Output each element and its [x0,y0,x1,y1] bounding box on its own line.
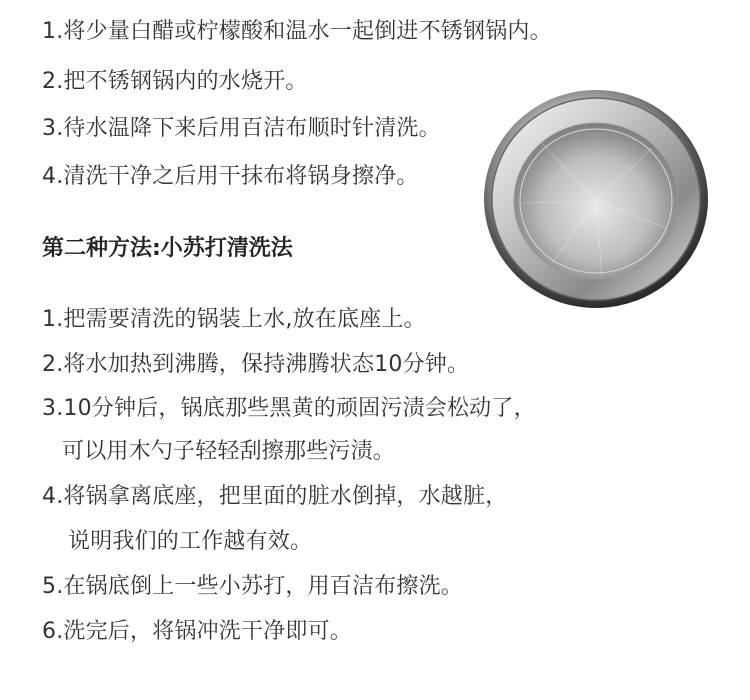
method1-step-1: 1.将少量白醋或柠檬酸和温水一起倒进不锈钢锅内。 [42,19,552,44]
method2-step-3: 3.10分钟后，锅底那些黑黄的顽固污渍会松动了， [42,396,536,421]
method2-step-6: 6.洗完后，将锅冲洗干净即可。 [42,619,352,644]
method1-step-2: 2.把不锈钢锅内的水烧开。 [42,69,308,94]
method1-step-3: 3.待水温降下来后用百洁布顺时针清洗。 [42,116,441,141]
method2-step-2: 2.将水加热到沸腾，保持沸腾状态10分钟。 [42,352,470,377]
method2-step-5: 5.在锅底倒上一些小苏打，用百洁布擦洗。 [42,574,463,599]
method1-step-4: 4.清洗干净之后用干抹布将锅身擦净。 [42,164,419,189]
method2-step-3-cont: 可以用木勺子轻轻刮擦那些污渍。 [62,439,396,464]
method2-step-4-cont: 说明我们的工作越有效。 [68,529,313,554]
method2-step-4: 4.将锅拿离底座，把里面的脏水倒掉，水越脏， [42,484,508,509]
stainless-pot-image [482,88,710,310]
method2-step-1: 1.把需要清洗的锅装上水,放在底座上。 [42,307,426,332]
method2-title: 第二种方法:小苏打清洗法 [42,236,293,261]
